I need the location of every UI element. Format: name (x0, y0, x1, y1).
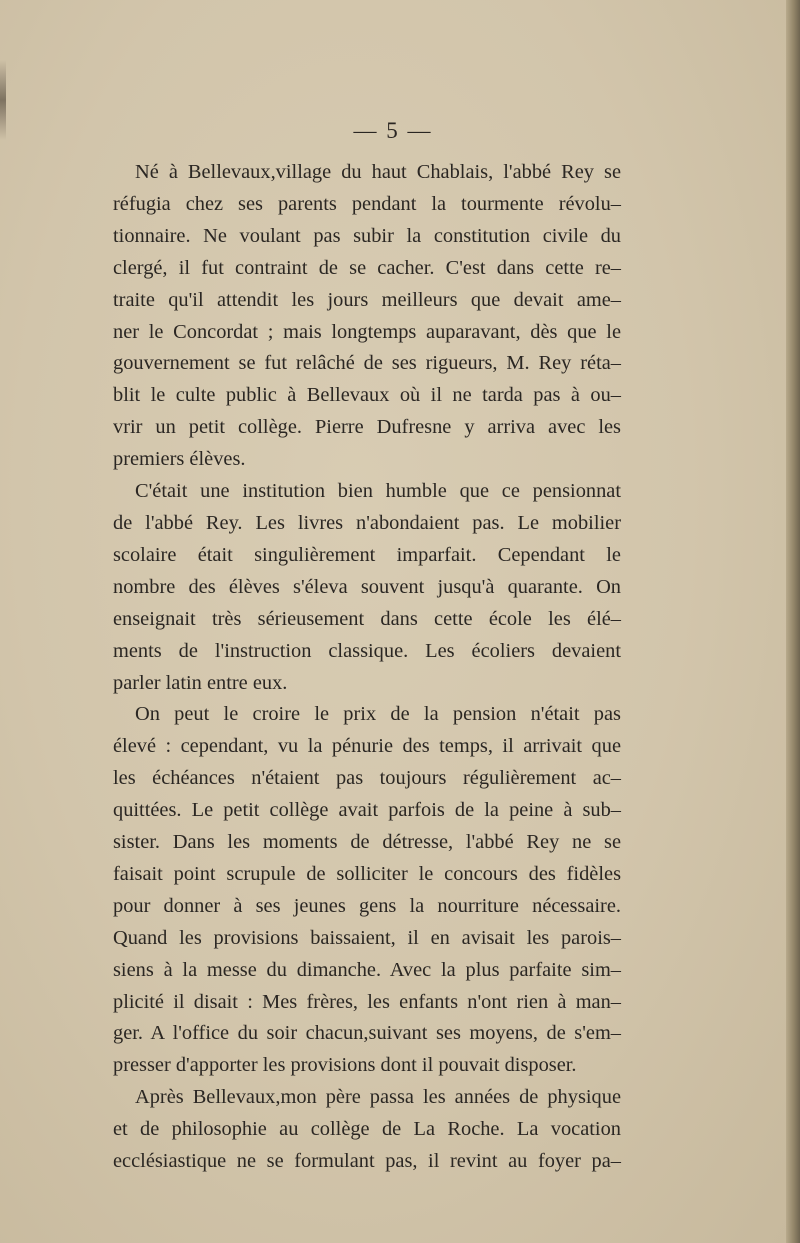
text-line: élevé : cependant, vu la pénurie des temps, il arrivait que (113, 735, 621, 758)
text-line: presser d'apporter les provisions dont il pouvait disposer. (113, 1054, 577, 1077)
text-line: gouvernement se fut relâché de ses rigueurs, M. Rey réta– (113, 352, 621, 375)
text-line: scolaire était singulièrement imparfait. Cependant le (113, 543, 621, 566)
body-text (113, 157, 621, 1178)
text-line: pour donner à ses jeunes gens la nourriture nécessaire. (113, 894, 621, 917)
text-line: C'était une institution bien humble que ce pensionnat (135, 480, 621, 503)
text-line: ner le Concordat ; mais longtemps auparavant, dès que le (113, 320, 621, 343)
text-line: réfugia chez ses parents pendant la tourmente révolu– (113, 192, 621, 215)
text-line: blit le culte public à Bellevaux où il ne tarda pas à ou– (113, 384, 621, 407)
text-line: enseignait très sérieusement dans cette école les élé– (113, 607, 621, 630)
text-line: Né à Bellevaux,village du haut Chablais, l'abbé Rey se (135, 161, 621, 183)
text-line: et de philosophie au collège de La Roche. La vocation (113, 1118, 621, 1141)
text-line: de l'abbé Rey. Les livres n'abondaient pas. Le mobilier (113, 511, 621, 534)
text-line: On peut le croire le prix de la pension n'était pas (135, 703, 621, 726)
text-line: quittées. Le petit collège avait parfois de la peine à sub– (113, 799, 621, 822)
text-line: sister. Dans les moments de détresse, l'abbé Rey ne se (113, 831, 621, 854)
text-line: plicité il disait : Mes frères, les enfants n'ont rien à man– (113, 990, 621, 1013)
text-line: ger. A l'office du soir chacun,suivant ses moyens, de s'em– (113, 1022, 621, 1045)
text-line: ecclésiastique ne se formulant pas, il revint au foyer pa– (113, 1150, 621, 1173)
text-line: Après Bellevaux,mon père passa les années de physique (135, 1086, 621, 1109)
text-line: vrir un petit collège. Pierre Dufresne y arriva avec les (113, 416, 621, 439)
page-edge (786, 0, 800, 1243)
text-line: tionnaire. Ne voulant pas subir la constitution civile du (113, 224, 621, 247)
page-number: — 5 — (353, 118, 433, 143)
text-line: les échéances n'étaient pas toujours régulièrement ac– (113, 767, 621, 790)
text-line: premiers élèves. (113, 448, 246, 471)
text-line: parler latin entre eux. (113, 671, 288, 694)
text-line: Quand les provisions baissaient, il en avisait les parois– (113, 926, 621, 949)
text-line: siens à la messe du dimanche. Avec la plus parfaite sim– (113, 958, 621, 981)
text-line: clergé, il fut contraint de se cacher. C'est dans cette re– (113, 256, 621, 279)
text-line: ments de l'instruction classique. Les écoliers devaient (113, 639, 621, 662)
text-line: nombre des élèves s'éleva souvent jusqu'à quarante. On (113, 575, 621, 598)
text-line: faisait point scrupule de solliciter le concours des fidèles (113, 862, 621, 885)
text-line: traite qu'il attendit les jours meilleurs que devait ame– (113, 288, 621, 311)
